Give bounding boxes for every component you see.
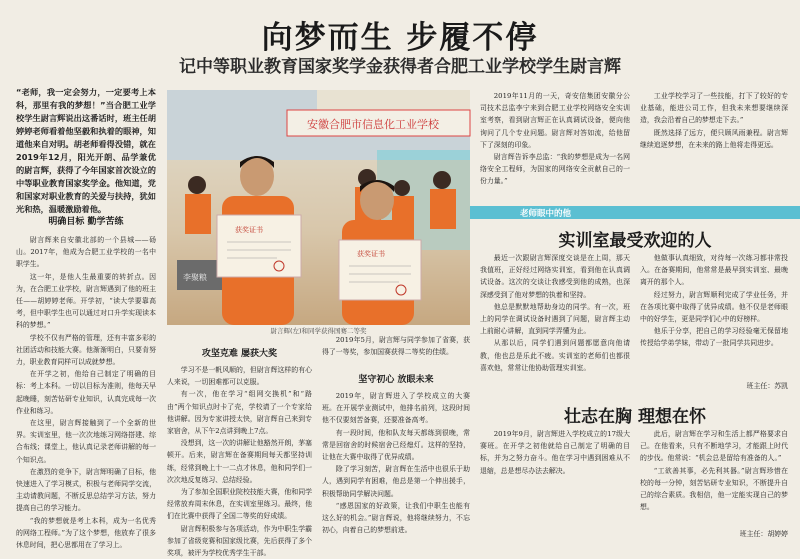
paragraph: 在开学之初，他给自己制定了明确的目标：考上本科。一切以目标为准则，他每天早起晚睡，刻苦钻研专业知识，认真完成每一次作业和练习。	[16, 370, 156, 415]
section4-body-right	[640, 252, 788, 377]
section4-title: 实训室最受欢迎的人	[558, 231, 712, 251]
section4-byline: 班主任：苏凯	[746, 382, 788, 390]
paragraph: 尉言辉告诉李总监：“我的梦想是成为一名网络安全工程师，为国家的网络安全贡献自己的一份力量。”	[480, 153, 630, 186]
paragraph: 他乐于分享，把自己的学习经验毫无保留地传授给学弟学妹，带动了一批同学共同进步。	[640, 327, 788, 348]
section4-body-left	[480, 252, 630, 397]
paragraph: 2019年，尉言辉进入了学校成立的大赛班。在开展学业测试中，他排名前列，这段时间他不仅要刻苦备赛，还要准备高考。	[322, 392, 470, 425]
paragraph: 从那以后，同学们遇到问题都愿意向他请教，他也总是乐此不疲。实训室的老师们也都很喜欢他，常常让他协助管理实训室。	[480, 339, 630, 372]
section5-byline: 班主任：胡婷婷	[739, 530, 788, 538]
section1-body	[16, 234, 156, 550]
paragraph: “我的梦想就是考上本科，成为一名优秀的网络工程师。”为了这个梦想，他放弃了很多休息时间，把心思都用在了学习上。	[16, 516, 156, 550]
section3-body	[322, 390, 470, 546]
section1-title: 明确目标 勤学苦练	[48, 217, 124, 227]
paragraph: 他做事认真细致，对待每一次练习都非常投入。在备赛期间，他常常是最早到实训室、最晚离开的那个人。	[640, 254, 788, 287]
paragraph: 没想到，这一次的讲解让他豁然开朗，茅塞顿开。后来，尉言辉在备赛期间每天都坚持训练，经常到晚上十一二点才休息，他和同学们一次次地反复练习、总结经验。	[167, 439, 312, 484]
paragraph: 最近一次跟尉言辉深度交谈是在上周，那天我值班，正好经过网络实训室，看到他在认真调试设备。这次的交谈让我感受到他的成熟，也深深感受到了他对梦想的执着和坚持。	[480, 254, 630, 299]
section5-body-left	[480, 428, 630, 546]
paragraph: 在这里，尉言辉接触到了一个全新的世界。实训室里，他一次次地练习网络搭建、综合布线；课堂上，他认真记录老师讲解的每一个知识点。	[16, 419, 156, 464]
section5-title: 壮志在胸 理想在怀	[564, 407, 706, 427]
paragraph: 这一年，是他人生最重要的转折点。因为，在合肥工业学校，尉言辉遇到了他的班主任——胡婷婷老师。开学初，“读大学要靠高考，但中职学生也可以通过对口升学实现读本科的梦想。”	[16, 272, 156, 330]
paragraph: 除了学习刻苦，尉言辉在生活中也很乐于助人，遇到同学有困难，他总是第一个伸出援手，积极帮助同学解决问题。	[322, 465, 470, 498]
teacher-banner-text: 老师眼中的他	[520, 209, 572, 219]
paragraph: 工业学校学习了一些技能，打下了较好的专业基础，能进公司工作，但我未来想要继续深造，我会沿着自己的梦想走下去。”	[640, 92, 788, 125]
section5-body-right	[640, 428, 788, 524]
paragraph: 尉言辉积极参与各项活动，作为中职生学霸参加了省级竞赛和国家级比赛，先后获得了多个奖项，被评为学校优秀学生干部。	[167, 524, 312, 558]
photo-caption: 尉言辉(左)和同学获得国赛二等奖	[270, 327, 367, 335]
paragraph: 他总是默默地帮助身边的同学。有一次，班上的同学在调试设备时遇到了问题，尉言辉主动上前耐心讲解，直到同学弄懂为止。	[480, 302, 630, 336]
paragraph: 为了参加全国职业院校技能大赛，他和同学经常放弃周末休息，在实训室里练习。最终，他们在比赛中获得了全国二等奖的好成绩。	[167, 488, 312, 521]
award-photo	[167, 90, 470, 325]
background-banner-text: 安徽合肥市信息化工业学校	[307, 118, 439, 131]
section2-body	[167, 364, 312, 558]
headline: 向梦而生 步履不停	[261, 20, 539, 56]
award-photo-illustration	[167, 90, 470, 325]
paragraph: 2019年5月，尉言辉与同学参加了省赛，获得了一等奖，参加国赛获得二等奖的佳绩。	[322, 336, 470, 357]
paragraph: “工欲善其事，必先利其器。”尉言辉珍惜在校的每一分钟，刻苦钻研专业知识，不断提升自己的综合素质。我相信，他一定能实现自己的梦想。	[640, 466, 788, 512]
paragraph: 学习不是一帆风顺的，但尉言辉这样的有心人来说，一切困难都可以克服。	[167, 366, 312, 387]
paragraph: “感恩国家的好政策，让我们中职生也能有这么好的机会。”尉言辉说，他将继续努力，不忘初心，向着自己的梦想前进。	[322, 501, 470, 535]
paragraph: 有一段时间，他和队友每天都练到很晚，常常是回宿舍的时候宿舍已经熄灯。这样的坚持，让他在大赛中取得了优异成绩。	[322, 428, 470, 462]
col4-body	[480, 90, 630, 202]
certificate-title-left: 获奖证书	[235, 226, 263, 234]
section3-lead	[322, 334, 470, 370]
section2-title: 攻坚克难 屡获大奖	[201, 349, 278, 359]
certificate-title-right: 获奖证书	[357, 250, 385, 258]
paragraph: 在激烈的竞争下，尉言辉明确了目标，他快速进入了学习模式，积极与老师同学交流，主动请教问题，不断反思总结学习方法，努力提高自己的学习能力。	[16, 467, 156, 513]
subheadline: 记中等职业教育国家奖学金获得者合肥工业学校学生尉言辉	[179, 57, 621, 77]
intro-paragraph: “老师，我一定会努力，一定要考上本科，那里有我的梦想！”当合肥工业学校学生尉言辉说出这番话时，班主任胡婷婷老师看着他坚毅和执着的眼神，知道他来自对明。胡老师看得没错，就在2019年12月，阳光开朗、品学兼优的尉言辉，获得了今年国家首次设立的中等职业教育国家奖学金。他知道，党和国家对职业教育的关爱与扶持，犹如光和热，温暖激励着他。	[16, 87, 156, 214]
paragraph: 2019年9月，尉言辉进入学校成立的17级大赛班。在开学之初他就给自己制定了明确的目标，并为之努力奋斗。他在学习中遇到困难从不退缩，总是想尽办法去解决。	[480, 430, 630, 475]
paragraph: 学校不仅有严格的管理，还有丰富多彩的社团活动和技能大赛。他渐渐明白，只要肯努力，职业教育同样可以成就梦想。	[16, 333, 156, 367]
paragraph: 2019年11月的一天，奇安信集团安徽分公司技术总监李宁来到合肥工业学校网络安全实训室考察，看到尉言辉正在认真调试设备，便向他询问了几个专业问题。尉言辉对答如流，给他留下了深刻的印象。	[480, 92, 630, 149]
paragraph: 尉言辉来自安徽北部的一个县城——砀山。2017年，他成为合肥工业学校的一名中职学生。	[16, 236, 156, 269]
pavilion-text: 李聚粮	[183, 273, 207, 282]
col5-body	[640, 90, 788, 202]
paragraph: 经过努力，尉言辉顺利完成了学业任务，并在各项比赛中取得了优异成绩。他不仅是老师眼中的好学生，更是同学们心中的好榜样。	[640, 290, 788, 324]
paragraph: 既然选择了远方，便只顾风雨兼程。尉言辉继续追逐梦想，在未来的路上他将走得更远。	[640, 128, 788, 149]
section3-title: 坚守初心 放眼未来	[358, 375, 434, 385]
paragraph: 此后，尉言辉在学习和生活上都严格要求自己。在他看来，只有不断地学习，才能跟上时代的步伐。他常说：“机会总是留给有准备的人。”	[640, 430, 788, 463]
paragraph: 有一次，他在学习“组网交换机”和“路由”两个知识点时卡了壳，学校请了一个专家给他讲解。因为专家讲授太快，尉言辉自己来到专家宿舍，从下午2点讲到晚上7点。	[167, 390, 312, 436]
